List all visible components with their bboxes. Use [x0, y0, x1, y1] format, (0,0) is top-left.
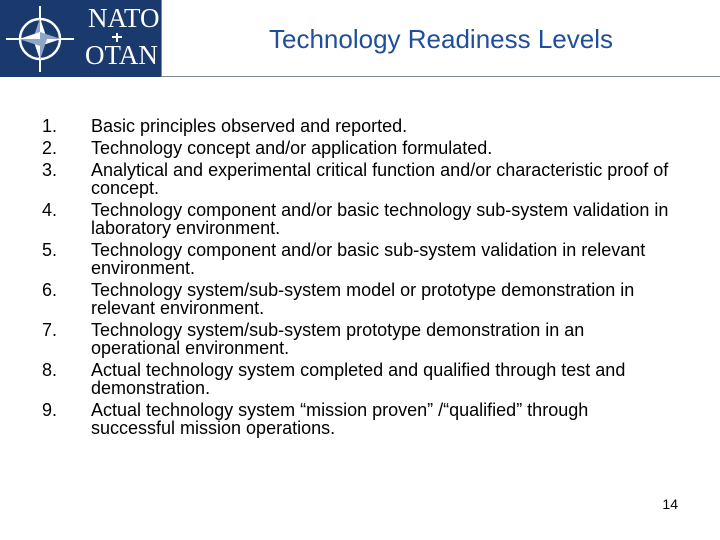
list-item-text: Technology concept and/or application formulated. [91, 138, 493, 158]
list-item-number: 2. [42, 138, 58, 158]
list-item [42, 161, 682, 197]
list-item-text: Actual technology system “mission proven” /“qualified” through successful mission operations. [91, 400, 589, 438]
page-number: 14 [662, 496, 678, 512]
list-item-number: 3. [42, 160, 58, 180]
list-item-number: 9. [42, 400, 58, 420]
list-item-text: Analytical and experimental critical function and/or characteristic proof of concept. [91, 160, 669, 198]
list-item [42, 321, 682, 357]
nato-otan-logo [0, 0, 162, 77]
list-item-text: Basic principles observed and reported. [91, 116, 408, 136]
trl-list [42, 117, 682, 441]
list-item-text: Technology system/sub-system prototype demonstration in an operational environment. [91, 320, 585, 358]
logo-wordmark-nato: NATO [88, 3, 160, 33]
list-item [42, 117, 682, 135]
slide-title: Technology Readiness Levels [269, 24, 613, 54]
nato-compass-emblem-icon [4, 4, 76, 73]
list-item-number: 7. [42, 320, 58, 340]
logo-separator-cross [112, 36, 122, 38]
list-item-text: Actual technology system completed and qualified through test and demonstration. [91, 360, 626, 398]
list-item [42, 139, 682, 157]
list-item [42, 401, 682, 437]
list-item [42, 201, 682, 237]
list-item-number: 6. [42, 280, 58, 300]
list-item [42, 361, 682, 397]
list-item-number: 4. [42, 200, 58, 220]
list-item-text: Technology component and/or basic sub-system validation in relevant environment. [91, 240, 646, 278]
list-item-number: 8. [42, 360, 58, 380]
list-item-text: Technology component and/or basic technology sub-system validation in laboratory environment. [91, 200, 669, 238]
list-item-number: 1. [42, 116, 58, 136]
list-item [42, 241, 682, 277]
list-item-number: 5. [42, 240, 58, 260]
header-rule [162, 76, 720, 77]
logo-wordmark-otan: OTAN [85, 40, 158, 70]
list-item [42, 281, 682, 317]
list-item-text: Technology system/sub-system model or prototype demonstration in relevant environment. [91, 280, 635, 318]
